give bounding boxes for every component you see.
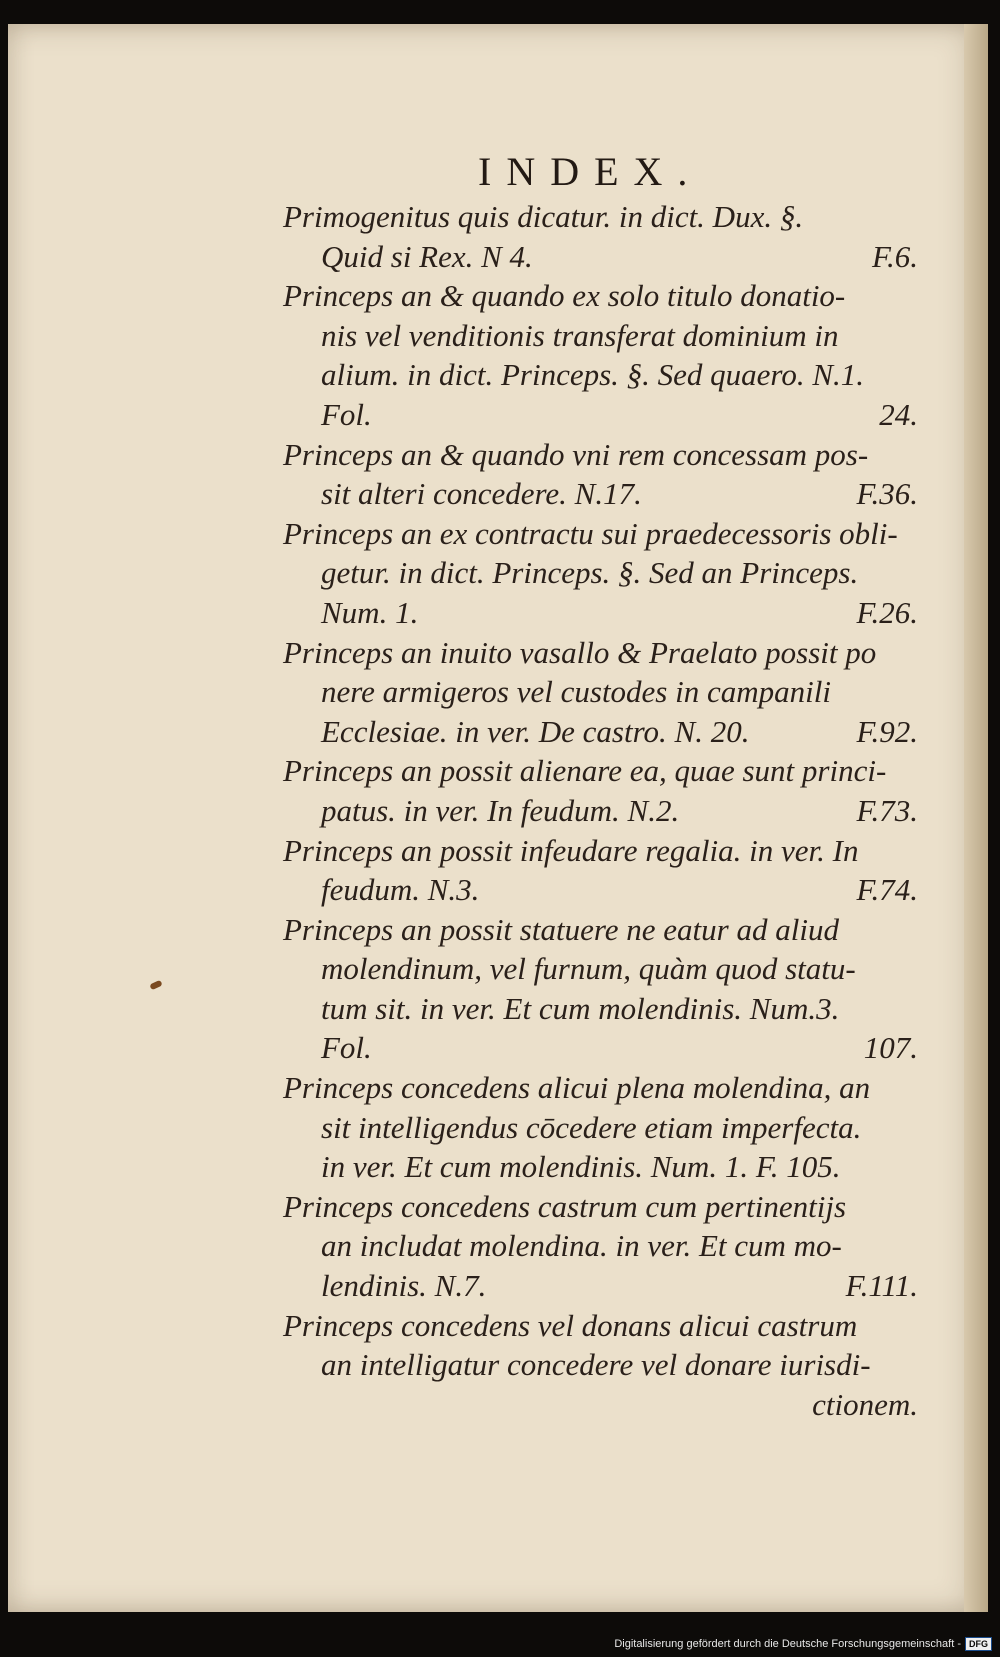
entry-text: Princeps an inuito vasallo & Praelato possit po	[283, 634, 877, 670]
entry-line	[283, 1345, 918, 1385]
entry-text: molendinum, vel furnum, quàm quod statu-	[321, 951, 856, 987]
index-entry	[283, 1187, 918, 1306]
entry-line	[283, 949, 918, 989]
entry-line	[283, 831, 918, 871]
entry-line	[283, 672, 918, 712]
entry-line	[283, 474, 918, 514]
entry-text: Princeps an possit statuere ne eatur ad aliud	[283, 911, 839, 947]
entry-line	[283, 791, 918, 831]
entry-line	[283, 276, 918, 316]
entry-line	[283, 1147, 918, 1187]
entry-text: nis vel venditionis transferat dominium in	[321, 317, 839, 353]
folio-reference: F.111.	[845, 1268, 918, 1304]
entry-line	[283, 553, 918, 593]
entry-text: Fol.	[321, 396, 372, 432]
footer-text: Digitalisierung gefördert durch die Deutsche Forschungsgemeinschaft -	[614, 1638, 961, 1650]
entry-line	[283, 1028, 918, 1068]
page-edge	[964, 24, 988, 1612]
entry-line	[283, 870, 918, 910]
index-entry	[283, 1068, 918, 1187]
entry-line	[283, 1266, 918, 1306]
entry-text: Num. 1.	[321, 594, 419, 630]
entry-text: Princeps an & quando ex solo titulo donatio-	[283, 278, 846, 314]
folio-reference: F.26.	[856, 594, 918, 630]
entry-text: Princeps an possit infeudare regalia. in ver. In	[283, 832, 859, 868]
entry-line	[283, 633, 918, 673]
entry-line	[283, 435, 918, 475]
entry-line	[283, 1385, 918, 1425]
folio-reference: F.6.	[872, 238, 918, 274]
entry-line	[283, 1187, 918, 1227]
folio-reference: F.73.	[856, 792, 918, 828]
entry-text: an includat molendina. in ver. Et cum mo-	[321, 1228, 842, 1264]
folio-reference: F.92.	[856, 713, 918, 749]
entry-text: alium. in dict. Princeps. §. Sed quaero. N.1.	[321, 357, 865, 393]
page-heading: INDEX.	[478, 149, 703, 194]
entry-line	[283, 1226, 918, 1266]
entry-text: Quid si Rex. N 4.	[321, 238, 533, 274]
entry-text: ctionem.	[812, 1386, 918, 1422]
entry-line	[283, 1306, 918, 1346]
folio-reference: 107.	[863, 1030, 918, 1066]
entry-line	[283, 316, 918, 356]
entry-text: feudum. N.3.	[321, 872, 480, 908]
index-entries	[283, 197, 918, 1424]
entry-line	[283, 593, 918, 633]
entry-text: patus. in ver. In feudum. N.2.	[321, 792, 680, 828]
entry-text: Princeps an possit alienare ea, quae sunt princi-	[283, 753, 887, 789]
entry-text: Princeps concedens alicui plena molendina, an	[283, 1070, 871, 1106]
index-entry	[283, 435, 918, 514]
entry-text: sit alteri concedere. N.17.	[321, 476, 642, 512]
entry-line	[283, 197, 918, 237]
entry-line	[283, 989, 918, 1029]
entry-text: sit intelligendus cōcedere etiam imperfecta.	[321, 1109, 862, 1145]
entry-text: Princeps an ex contractu sui praedecessoris obli-	[283, 515, 898, 551]
entry-line	[283, 395, 918, 435]
entry-text: Ecclesiae. in ver. De castro. N. 20.	[321, 713, 750, 749]
entry-text: an intelligatur concedere vel donare iurisdi-	[321, 1347, 871, 1383]
index-entry	[283, 910, 918, 1068]
entry-text: Fol.	[321, 1030, 372, 1066]
folio-reference: F.74.	[856, 872, 918, 908]
entry-text: Princeps concedens castrum cum pertinentijs	[283, 1188, 847, 1224]
folio-reference: 24.	[879, 396, 918, 432]
entry-line	[283, 514, 918, 554]
entry-line	[283, 355, 918, 395]
index-entry	[283, 633, 918, 752]
index-entry	[283, 197, 918, 276]
entry-text: Princeps an & quando vni rem concessam pos-	[283, 436, 869, 472]
entry-line	[283, 1108, 918, 1148]
index-entry	[283, 751, 918, 830]
entry-text: Primogenitus quis dicatur. in dict. Dux. §.	[283, 199, 804, 234]
dfg-logo: DFG	[965, 1637, 992, 1651]
index-entry	[283, 276, 918, 434]
entry-text: nere armigeros vel custodes in campanili	[321, 674, 831, 710]
index-entry	[283, 514, 918, 633]
index-entry	[283, 831, 918, 910]
footer-credit	[614, 1637, 992, 1651]
entry-text: Princeps concedens vel donans alicui castrum	[283, 1307, 858, 1343]
entry-line	[283, 910, 918, 950]
entry-text: in ver. Et cum molendinis. Num. 1. F. 105.	[321, 1149, 841, 1185]
book-page	[8, 24, 988, 1612]
entry-text: getur. in dict. Princeps. §. Sed an Princeps.	[321, 555, 859, 591]
entry-line	[283, 1068, 918, 1108]
entry-line	[283, 712, 918, 752]
folio-reference: F.36.	[856, 476, 918, 512]
entry-text: lendinis. N.7.	[321, 1268, 487, 1304]
entry-line	[283, 751, 918, 791]
entry-line	[283, 237, 918, 277]
index-entry	[283, 1306, 918, 1425]
entry-text: tum sit. in ver. Et cum molendinis. Num.3.	[321, 990, 840, 1026]
